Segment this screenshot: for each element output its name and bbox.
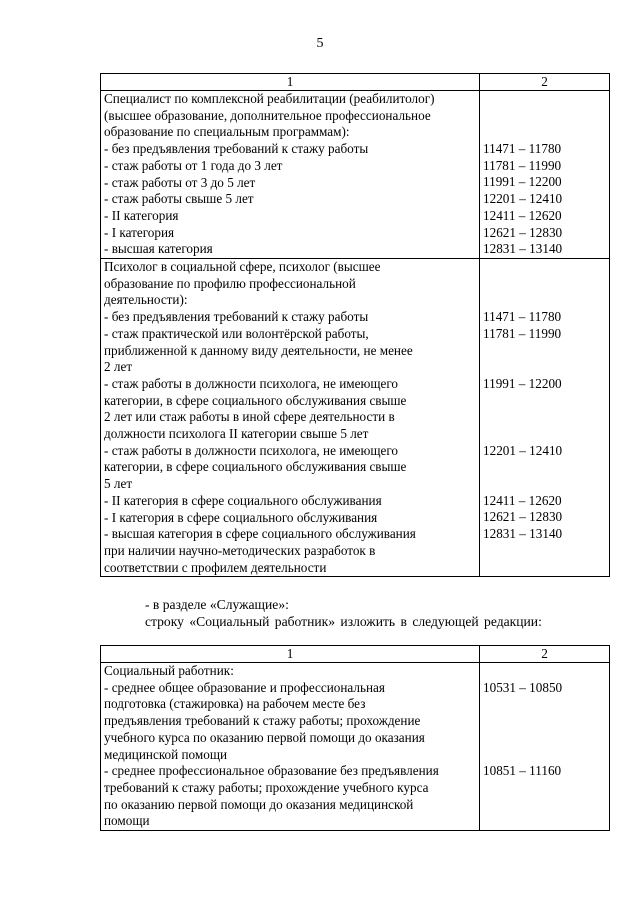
requirement-line: 2 лет <box>104 359 133 375</box>
requirement-line: по оказанию первой помощи до оказания медицинской <box>104 796 414 812</box>
requirement-line: - стаж работы от 3 до 5 лет <box>104 174 256 190</box>
salary-range: 11991 – 12200 <box>483 174 562 190</box>
salary-table-1 <box>100 73 610 577</box>
requirement-line: - без предъявления требований к стажу работы <box>104 141 369 157</box>
page-number: 5 <box>316 36 324 51</box>
requirement-line: - II категория в сфере социального обслуживания <box>104 492 382 508</box>
salary-range: 11471 – 11780 <box>483 141 562 157</box>
requirement-line: требований к стажу работы; прохождение учебного курса <box>104 779 429 795</box>
table-header-row <box>101 74 610 91</box>
requirement-line: - стаж работы свыше 5 лет <box>104 191 254 207</box>
requirement-line: - стаж работы в должности психолога, не имеющего <box>104 375 399 391</box>
requirement-line: - среднее профессиональное образование без предъявления <box>104 763 439 779</box>
requirement-line: медицинской помощи <box>104 746 228 762</box>
table-row <box>101 663 610 831</box>
requirement-line: приближенной к данному виду деятельности, не менее <box>104 342 413 358</box>
position-title-line: деятельности): <box>104 292 188 308</box>
salary-range: 11781 – 11990 <box>483 157 562 173</box>
salary-range: 12411 – 12620 <box>483 207 562 223</box>
instruction-line: - в разделе «Служащие»: <box>145 597 289 612</box>
position-title-line: образование по профилю профессиональной <box>104 275 356 291</box>
position-description-cell <box>101 259 480 577</box>
requirement-line: - высшая категория <box>104 241 213 257</box>
requirement-line: - высшая категория в сфере социального обслуживания <box>104 526 416 542</box>
position-title-line: Психолог в социальной сфере, психолог (высшее <box>104 259 381 275</box>
salary-range-cell <box>480 91 610 259</box>
requirement-line: - стаж работы в должности психолога, не имеющего <box>104 442 399 458</box>
requirement-line: - без предъявления требований к стажу работы <box>104 309 369 325</box>
salary-range: 12831 – 13140 <box>483 526 563 542</box>
salary-table-2 <box>100 645 610 831</box>
requirement-line: учебного курса по оказанию первой помощи до оказания <box>104 729 425 745</box>
salary-range: 11991 – 12200 <box>483 375 562 391</box>
requirement-line: предъявления требований к стажу работы; прохождение <box>104 713 421 729</box>
salary-range: 12831 – 13140 <box>483 241 563 257</box>
column-header: 2 <box>480 74 610 91</box>
salary-range: 12621 – 12830 <box>483 509 563 525</box>
salary-range: 12621 – 12830 <box>483 224 563 240</box>
position-title-line: образование по специальным программам): <box>104 124 350 140</box>
requirement-line: при наличии научно-методических разработок в <box>104 542 376 558</box>
table-header-row <box>101 646 610 663</box>
salary-range: 10851 – 11160 <box>483 763 562 779</box>
salary-range: 12201 – 12410 <box>483 442 563 458</box>
salary-range: 11781 – 11990 <box>483 325 562 341</box>
table-row <box>101 91 610 259</box>
requirement-line: 5 лет <box>104 476 133 492</box>
requirement-line: - среднее общее образование и профессиональная <box>104 679 385 695</box>
position-description-cell <box>101 663 480 831</box>
column-header: 2 <box>480 646 610 663</box>
position-title-line: Социальный работник: <box>104 663 234 678</box>
requirement-line: помощи <box>104 813 150 829</box>
column-header: 1 <box>101 646 480 663</box>
position-title-line: Специалист по комплексной реабилитации (реабилитолог) <box>104 91 435 106</box>
salary-range: 10531 – 10850 <box>483 679 563 695</box>
requirement-line: - стаж практической или волонтёрской работы, <box>104 325 369 341</box>
requirement-line: категории, в сфере социального обслуживания свыше <box>104 392 407 408</box>
salary-range: 12411 – 12620 <box>483 492 562 508</box>
salary-range: 12201 – 12410 <box>483 191 563 207</box>
table-row <box>101 259 610 577</box>
column-header: 1 <box>101 74 480 91</box>
position-description-cell <box>101 91 480 259</box>
instruction-line: строку «Социальный работник» изложить в следующей редакции: <box>145 614 542 629</box>
position-title-line: (высшее образование, дополнительное профессиональное <box>104 107 431 123</box>
requirement-line: подготовка (стажировка) на рабочем месте без <box>104 696 366 712</box>
salary-range: 11471 – 11780 <box>483 309 562 325</box>
requirement-line: - II категория <box>104 207 179 223</box>
requirement-line: - I категория <box>104 224 175 240</box>
requirement-line: 2 лет или стаж работы в иной сфере деятельности в <box>104 409 395 425</box>
requirement-line: категории, в сфере социального обслуживания свыше <box>104 459 407 475</box>
requirement-line: - стаж работы от 1 года до 3 лет <box>104 157 283 173</box>
requirement-line: - I категория в сфере социального обслуживания <box>104 509 378 525</box>
requirement-line: должности психолога II категории свыше 5 лет <box>104 426 369 442</box>
requirement-line: соответствии с профилем деятельности <box>104 559 327 575</box>
salary-range-cell <box>480 663 610 831</box>
salary-range-cell <box>480 259 610 577</box>
